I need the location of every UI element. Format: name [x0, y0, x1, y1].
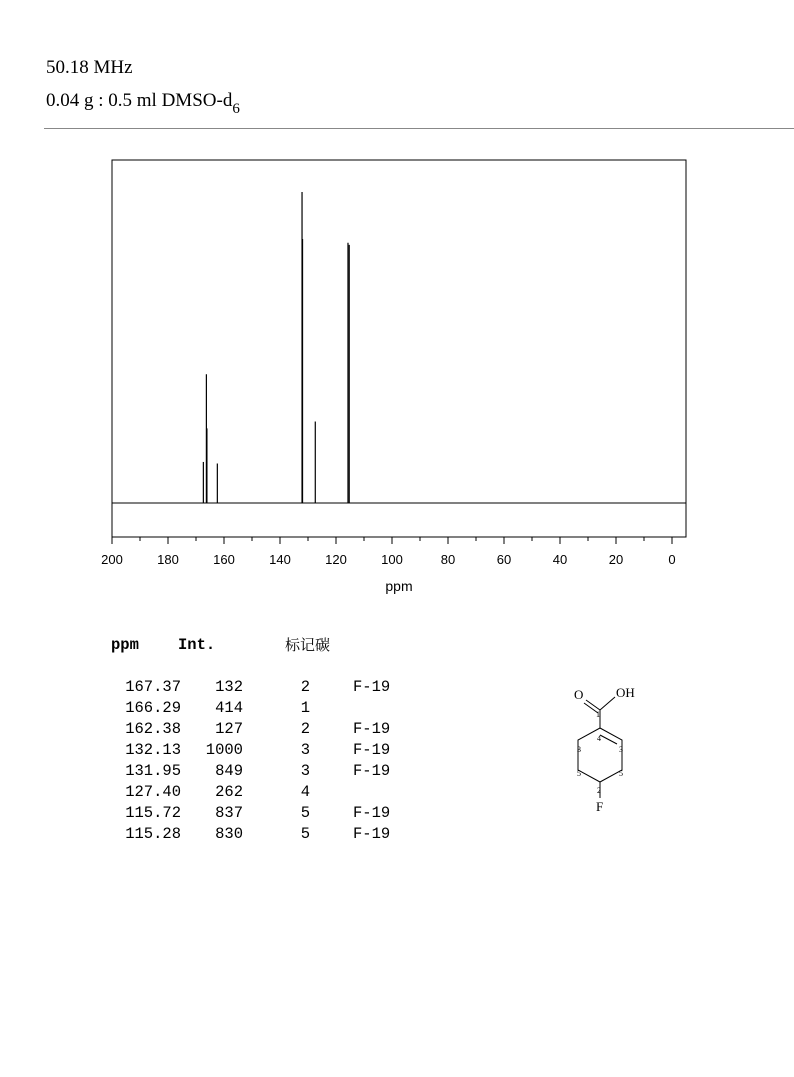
x-tick-label: 100 [381, 552, 403, 567]
x-axis-label: ppm [385, 578, 413, 594]
atom-num-1: 1 [596, 710, 600, 719]
sample-main-text: 0.04 g : 0.5 ml DMSO-d [46, 90, 233, 111]
atom-num-5a: 5 [577, 769, 581, 778]
table-cell-atom: 4 [300, 783, 310, 801]
table-cell-int: 262 [215, 783, 243, 801]
table-cell-ppm: 127.40 [125, 783, 181, 801]
x-axis-tick-labels [101, 552, 675, 567]
x-tick-label: 40 [552, 552, 568, 567]
x-tick-label: 160 [213, 552, 235, 567]
table-cell-mult: F-19 [353, 741, 391, 759]
table-cell-mult: F-19 [353, 678, 391, 696]
table-cell-ppm: 167.37 [125, 678, 181, 696]
x-tick-label: 60 [496, 552, 512, 567]
table-cell-ppm: 131.95 [125, 762, 181, 780]
table-header-int: Int. [178, 636, 216, 654]
table-cell-int: 414 [215, 699, 243, 717]
x-tick-label: 120 [325, 552, 347, 567]
table-cell-atom: 3 [300, 762, 310, 780]
table-cell-mult: F-19 [353, 720, 391, 738]
table-cell-atom: 2 [300, 720, 310, 738]
table-cell-int: 837 [215, 804, 243, 822]
x-tick-label: 180 [157, 552, 179, 567]
table-cell-atom: 2 [300, 678, 310, 696]
atom-num-5b: 5 [619, 769, 623, 778]
spectrum-peaks [203, 192, 349, 503]
table-cell-int: 849 [215, 762, 243, 780]
table-cell-ppm: 166.29 [125, 699, 181, 717]
molecule-structure [560, 680, 670, 820]
x-tick-label: 200 [101, 552, 123, 567]
table-cell-ppm: 162.38 [125, 720, 181, 738]
table-cell-mult: F-19 [353, 804, 391, 822]
table-cell-ppm: 115.72 [125, 804, 181, 822]
hydroxyl-label: OH [616, 685, 635, 700]
table-cell-int: 1000 [205, 741, 243, 759]
plot-frame [112, 160, 686, 537]
fluorine-label: F [596, 799, 604, 814]
x-tick-label: 20 [608, 552, 624, 567]
x-axis-ticks [112, 537, 672, 544]
atom-num-4: 4 [597, 734, 601, 743]
x-tick-label: 140 [269, 552, 291, 567]
atom-num-3a: 3 [577, 745, 581, 754]
sample-subscript: 6 [232, 101, 240, 117]
atom-num-2: 2 [597, 786, 601, 795]
table-cell-atom: 5 [300, 825, 310, 843]
spectrometer-frequency: 50.18 MHz [46, 57, 133, 78]
table-cell-ppm: 115.28 [125, 825, 181, 843]
x-tick-label: 0 [668, 552, 676, 567]
table-cell-int: 127 [215, 720, 243, 738]
table-header-label: 标记碳 [285, 636, 331, 654]
table-cell-int: 132 [215, 678, 243, 696]
atom-num-3b: 3 [619, 745, 623, 754]
table-header-ppm: ppm [111, 636, 139, 654]
table-cell-int: 830 [215, 825, 243, 843]
table-cell-atom: 1 [300, 699, 310, 717]
x-tick-label: 80 [440, 552, 456, 567]
table-cell-mult: F-19 [353, 762, 391, 780]
table-cell-atom: 5 [300, 804, 310, 822]
table-cell-mult: F-19 [353, 825, 391, 843]
oxygen-label: O [574, 687, 584, 702]
table-cell-atom: 3 [300, 741, 310, 759]
table-cell-ppm: 132.13 [125, 741, 181, 759]
